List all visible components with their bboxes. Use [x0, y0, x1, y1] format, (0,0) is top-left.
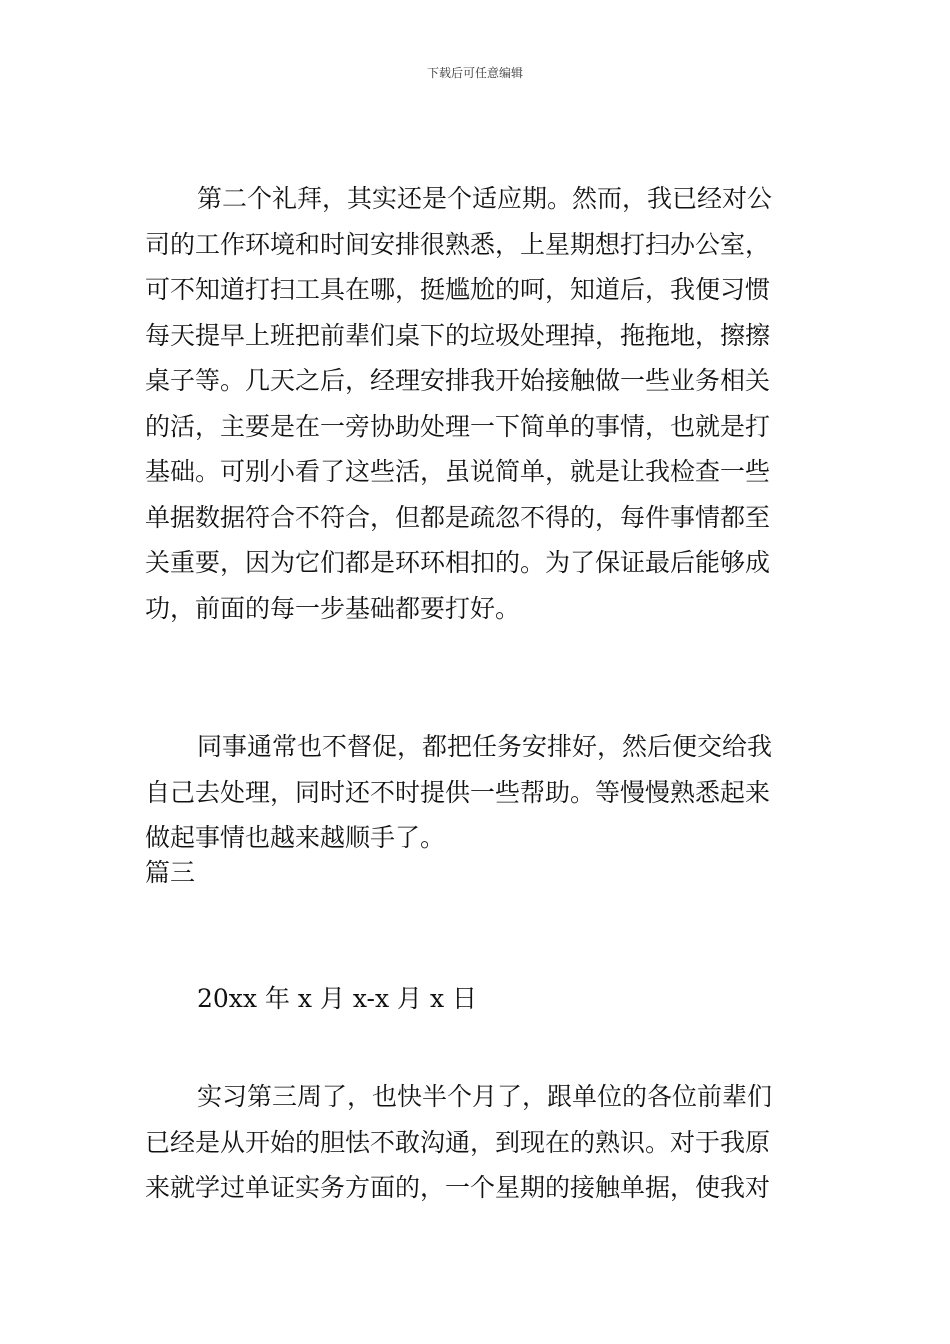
paragraph-2	[145, 724, 815, 861]
section-title: 篇三	[145, 858, 196, 887]
paragraph-line: 可不知道打扫工具在哪，挺尴尬的呵，知道后，我便习惯	[145, 275, 771, 304]
paragraph-line: 功，前面的每一步基础都要打好。	[145, 593, 521, 623]
paragraph-line: 桌子等。几天之后，经理安排我开始接触做一些业务相关	[145, 366, 771, 395]
paragraph-1	[145, 176, 815, 631]
paragraph-line: 司的工作环境和时间安排很熟悉，上星期想打扫办公室，	[145, 229, 771, 259]
paragraph-line: 基础。可别小看了这些活，虽说简单，就是让我检查一些	[145, 457, 771, 486]
paragraph-line: 单据数据符合不符合，但都是疏忽不得的，每件事情都至	[145, 502, 771, 532]
paragraph-3	[145, 1074, 815, 1211]
paragraph-line: 第二个礼拜，其实还是个适应期。然而，我已经对公	[197, 184, 773, 213]
paragraph-line: 实习第三周了，也快半个月了，跟单位的各位前辈们	[197, 1082, 773, 1111]
paragraph-line: 的活，主要是在一旁协助处理一下简单的事情，也就是打	[145, 411, 771, 441]
paragraph-line: 来就学过单证实务方面的，一个星期的接触单据，使我对	[145, 1173, 771, 1202]
page-header-note: 下载后可任意编辑	[426, 66, 523, 80]
paragraph-line: 同事通常也不督促，都把任务安排好，然后便交给我	[197, 732, 773, 761]
paragraph-line: 做起事情也越来越顺手了。	[145, 823, 446, 852]
date-line: 20xx 年 x 月 x-x 月 x 日	[197, 984, 478, 1013]
paragraph-line: 每天提早上班把前辈们桌下的垃圾处理掉，拖拖地，擦擦	[145, 320, 771, 350]
paragraph-line: 自己去处理，同时还不时提供一些帮助。等慢慢熟悉起来	[145, 777, 771, 807]
paragraph-line: 已经是从开始的胆怯不敢沟通，到现在的熟识。对于我原	[145, 1127, 771, 1157]
paragraph-line: 关重要，因为它们都是环环相扣的。为了保证最后能够成	[145, 548, 771, 577]
